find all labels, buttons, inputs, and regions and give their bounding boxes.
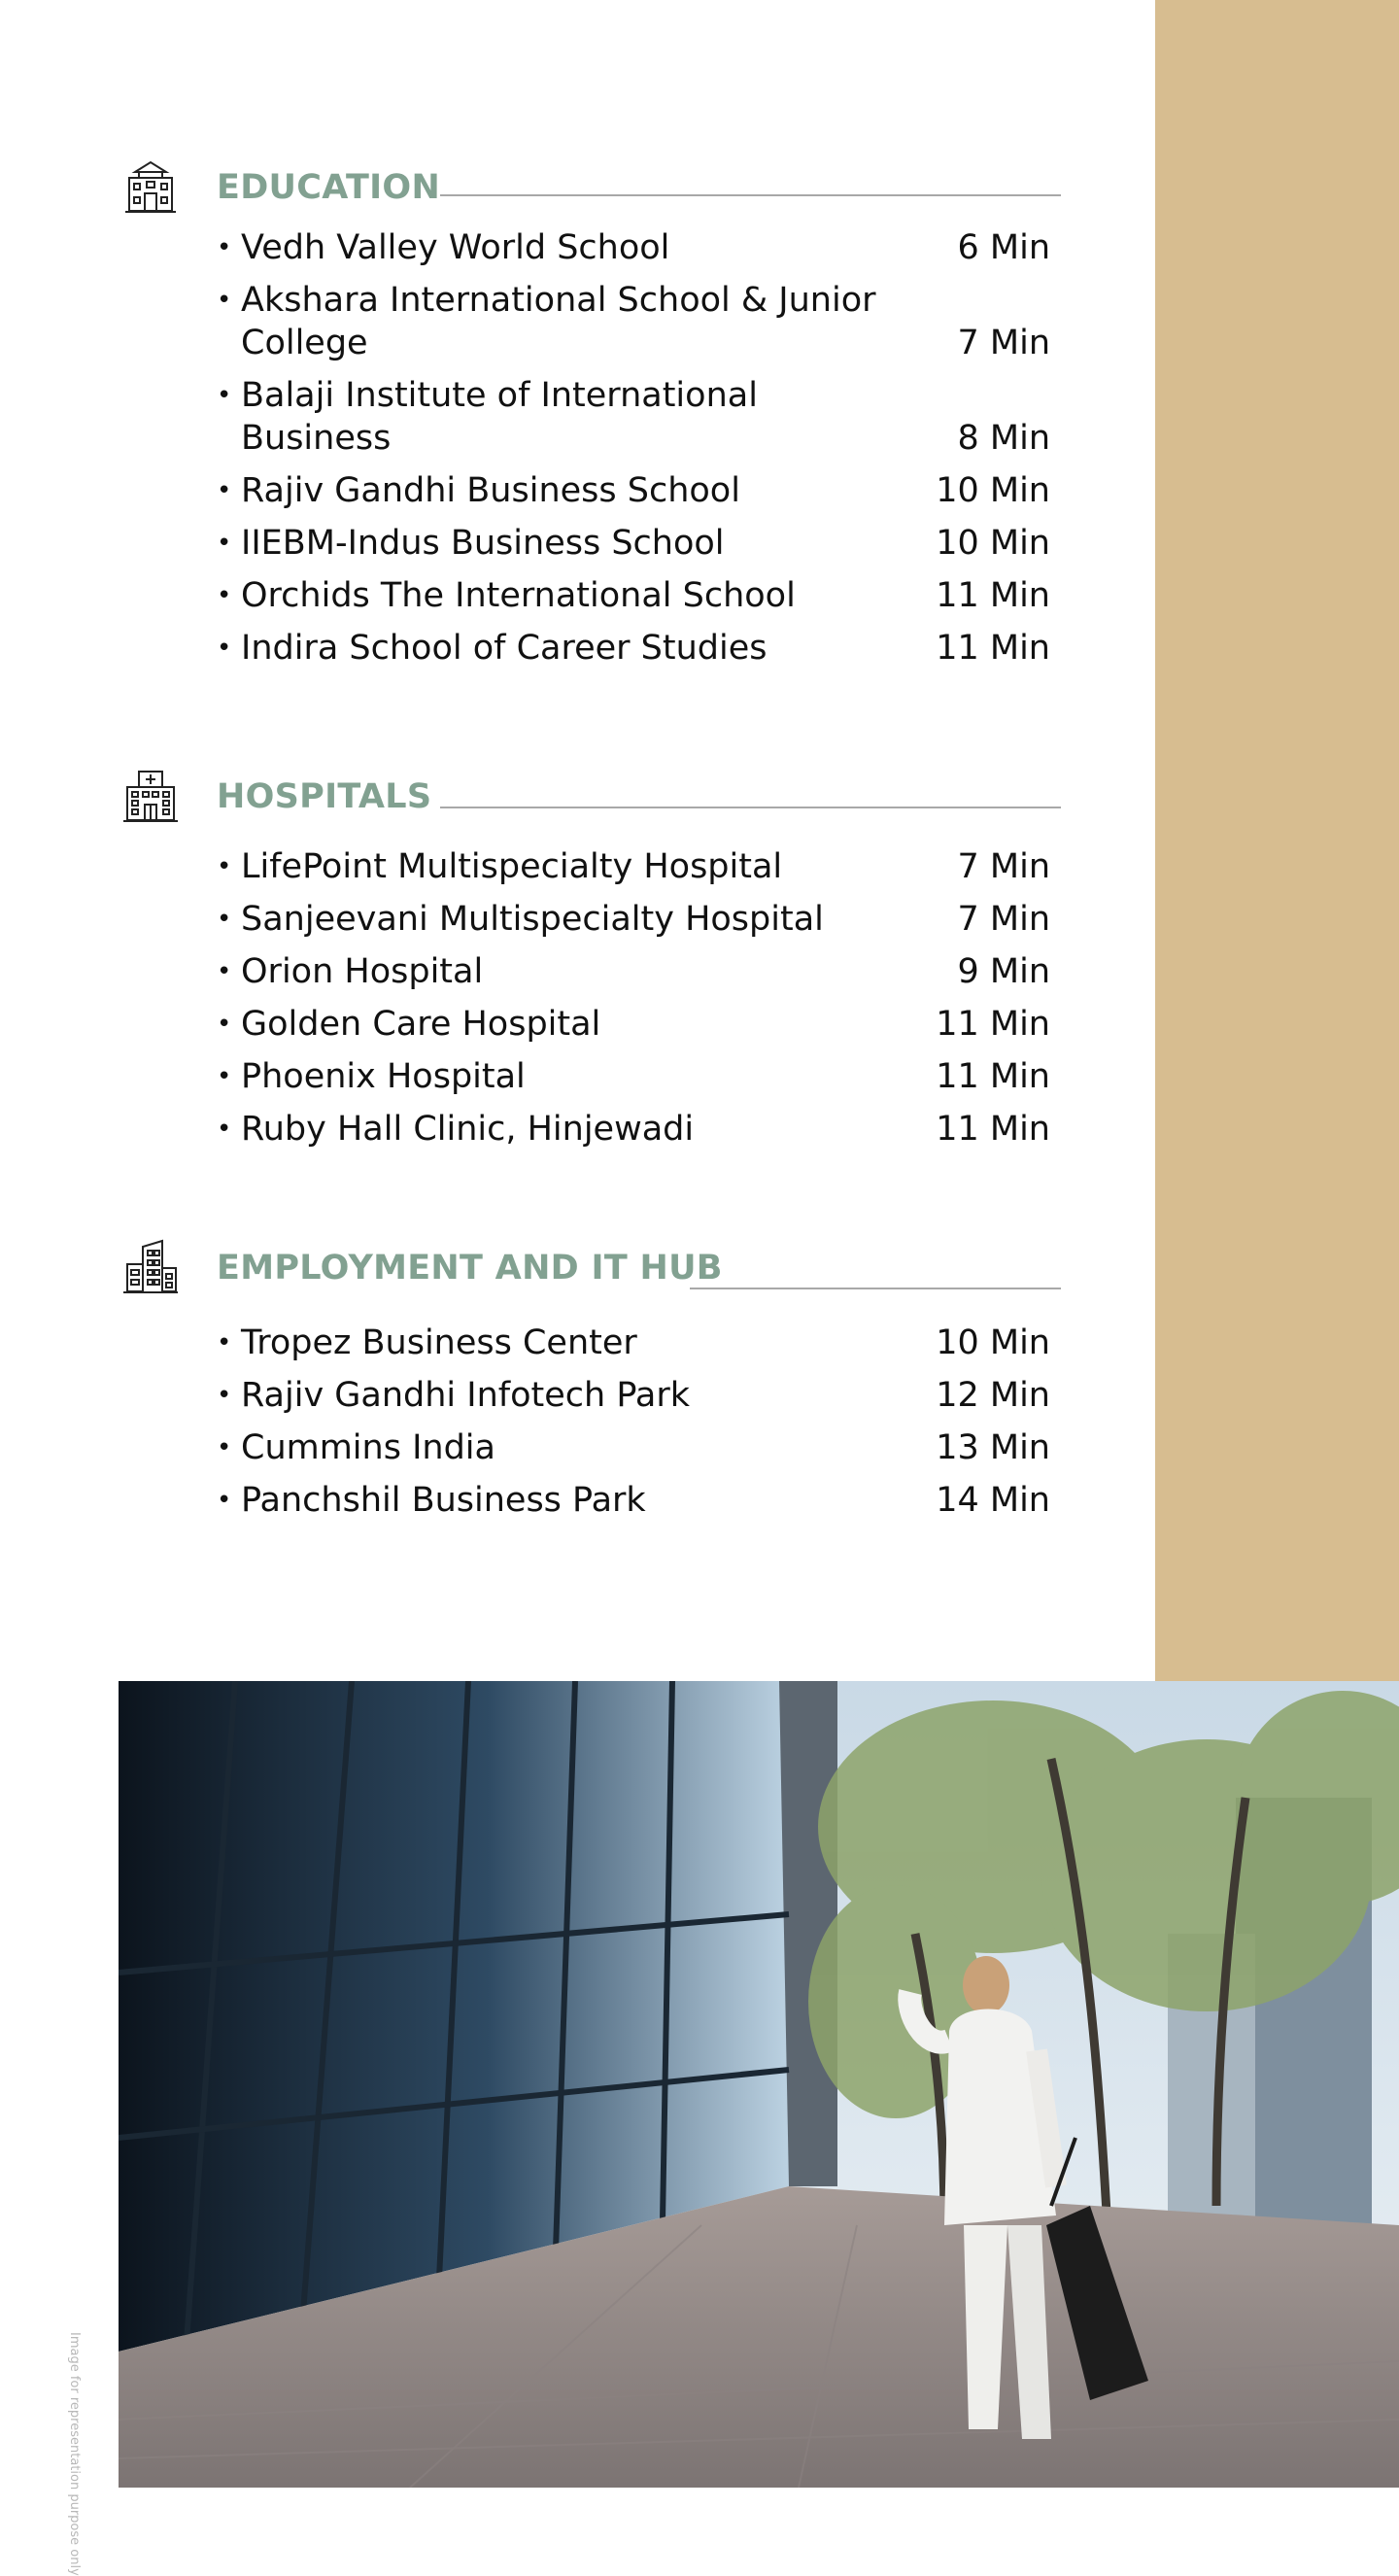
travel-time: 12 Min xyxy=(936,1376,1050,1415)
education-list xyxy=(217,226,1054,679)
travel-time: 9 Min xyxy=(957,952,1050,991)
list-item xyxy=(217,1322,1054,1364)
item-name xyxy=(217,1108,897,1151)
item-name-text: LifePoint Multispecialty Hospital xyxy=(241,847,783,886)
item-name-text: Orion Hospital xyxy=(241,952,484,991)
bullet-icon: • xyxy=(217,233,232,262)
section-divider xyxy=(440,194,1061,196)
item-name-text: Akshara International School & Junior College xyxy=(241,281,876,362)
bullet-icon: • xyxy=(217,286,232,315)
travel-time: 7 Min xyxy=(957,324,1050,362)
item-name xyxy=(217,574,897,617)
travel-time: 11 Min xyxy=(936,1110,1050,1149)
office-buildings-icon xyxy=(121,1239,180,1297)
gold-side-panel xyxy=(1155,0,1399,1681)
travel-time: 7 Min xyxy=(957,847,1050,886)
list-item xyxy=(217,522,1054,565)
item-name-text: Tropez Business Center xyxy=(241,1323,637,1362)
image-disclaimer: Image for representation purpose only xyxy=(67,2332,82,2576)
travel-time: 7 Min xyxy=(957,900,1050,939)
section-divider xyxy=(440,807,1061,808)
item-name xyxy=(217,627,897,670)
section-title: HOSPITALS xyxy=(217,777,432,816)
item-name-text: IIEBM-Indus Business School xyxy=(241,524,725,563)
item-name-text: Rajiv Gandhi Business School xyxy=(241,471,740,510)
bullet-icon: • xyxy=(217,1115,232,1144)
bullet-icon: • xyxy=(217,957,232,986)
list-item xyxy=(217,469,1054,512)
travel-time: 10 Min xyxy=(936,1323,1050,1362)
travel-time: 13 Min xyxy=(936,1428,1050,1467)
bullet-icon: • xyxy=(217,476,232,505)
bullet-icon: • xyxy=(217,1381,232,1410)
item-name xyxy=(217,226,897,269)
list-item xyxy=(217,574,1054,617)
bullet-icon: • xyxy=(217,1328,232,1357)
school-building-icon xyxy=(121,158,180,217)
item-name xyxy=(217,522,897,565)
travel-time: 11 Min xyxy=(936,629,1050,668)
list-item xyxy=(217,1426,1054,1469)
travel-time: 14 Min xyxy=(936,1481,1050,1520)
item-name xyxy=(217,950,897,993)
employment-list xyxy=(217,1322,1054,1531)
bullet-icon: • xyxy=(217,634,232,663)
item-name xyxy=(217,279,897,364)
item-name-text: Rajiv Gandhi Infotech Park xyxy=(241,1376,690,1415)
item-name-text: Orchids The International School xyxy=(241,576,796,615)
item-name-text: Sanjeevani Multispecialty Hospital xyxy=(241,900,824,939)
item-name xyxy=(217,1426,897,1469)
section-divider xyxy=(690,1288,1061,1289)
item-name xyxy=(217,898,897,941)
bullet-icon: • xyxy=(217,381,232,410)
item-name-text: Indira School of Career Studies xyxy=(241,629,768,668)
bullet-icon: • xyxy=(217,852,232,881)
bullet-icon: • xyxy=(217,581,232,610)
list-item xyxy=(217,950,1054,993)
item-name xyxy=(217,469,897,512)
bullet-icon: • xyxy=(217,1010,232,1039)
list-item xyxy=(217,1055,1054,1098)
list-item xyxy=(217,374,1054,460)
travel-time: 6 Min xyxy=(957,228,1050,267)
item-name-text: Vedh Valley World School xyxy=(241,228,670,267)
item-name-text: Balaji Institute of International Business xyxy=(241,376,758,458)
hospitals-list xyxy=(217,845,1054,1160)
item-name xyxy=(217,374,897,460)
travel-time: 8 Min xyxy=(957,419,1050,458)
item-name xyxy=(217,1322,897,1364)
bullet-icon: • xyxy=(217,1486,232,1515)
travel-time: 11 Min xyxy=(936,576,1050,615)
item-name-text: Phoenix Hospital xyxy=(241,1057,526,1096)
item-name-text: Panchshil Business Park xyxy=(241,1481,646,1520)
list-item xyxy=(217,627,1054,670)
travel-time: 11 Min xyxy=(936,1057,1050,1096)
item-name xyxy=(217,1055,897,1098)
item-name xyxy=(217,845,897,888)
travel-time: 11 Min xyxy=(936,1005,1050,1044)
list-item xyxy=(217,1003,1054,1046)
list-item xyxy=(217,898,1054,941)
list-item xyxy=(217,226,1054,269)
list-item xyxy=(217,279,1054,364)
item-name-text: Cummins India xyxy=(241,1428,495,1467)
item-name xyxy=(217,1479,897,1522)
list-item xyxy=(217,1108,1054,1151)
hero-photo xyxy=(119,1681,1399,2488)
office-street-illustration xyxy=(119,1681,1399,2488)
item-name xyxy=(217,1003,897,1046)
hospital-building-icon xyxy=(121,768,180,826)
list-item xyxy=(217,1374,1054,1417)
list-item xyxy=(217,1479,1054,1522)
bullet-icon: • xyxy=(217,1062,232,1091)
section-title: EMPLOYMENT AND IT HUB xyxy=(217,1249,723,1288)
section-title: EDUCATION xyxy=(217,168,441,207)
bullet-icon: • xyxy=(217,905,232,934)
list-item xyxy=(217,845,1054,888)
travel-time: 10 Min xyxy=(936,524,1050,563)
travel-time: 10 Min xyxy=(936,471,1050,510)
item-name-text: Golden Care Hospital xyxy=(241,1005,601,1044)
bullet-icon: • xyxy=(217,529,232,558)
bullet-icon: • xyxy=(217,1433,232,1462)
item-name-text: Ruby Hall Clinic, Hinjewadi xyxy=(241,1110,695,1149)
item-name xyxy=(217,1374,897,1417)
